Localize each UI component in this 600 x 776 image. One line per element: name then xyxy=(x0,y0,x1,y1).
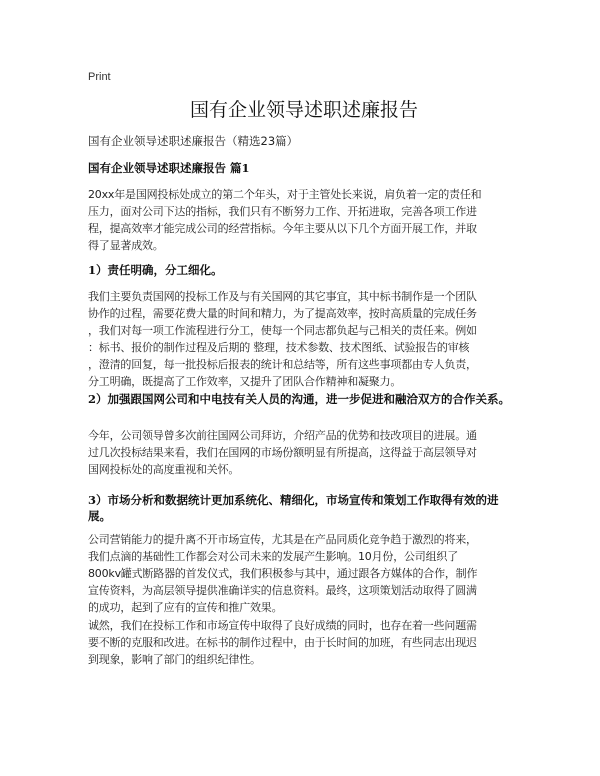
paragraph-line: 要不断的克服和改进。在标书的制作过程中，由于长时间的加班，有些同志出现迟 xyxy=(88,636,477,649)
paragraph-line: 分工明确，既提高了工作效率，又提升了团队合作精神和凝聚力。 xyxy=(88,375,402,388)
paragraph-line: 协作的过程，需要花费大量的时间和精力，为了提高效率，按时高质量的完成任务 xyxy=(88,307,477,320)
paragraph-line: 宣传资料，为高层领导提供准确详实的信息资料。最终，这项策划活动取得了圆满 xyxy=(88,584,477,597)
paragraph-line: 的成功，起到了应有的宣传和推广效果。 xyxy=(88,601,283,614)
paragraph-line: 我们点滴的基础性工作都会对公司未来的发展产生影响。10月份，公司组织了 xyxy=(88,550,458,563)
paragraph-line: 诚然，我们在投标工作和市场宣传中取得了良好成绩的同时，也存在着一些问题需 xyxy=(88,619,477,632)
paragraph-line: 到现象，影响了部门的组织纪律性。 xyxy=(88,653,261,666)
paragraph-line: 压力，面对公司下达的指标，我们只有不断努力工作、开拓进取，完善各项工作进 xyxy=(88,205,477,218)
document-subtitle: 国有企业领导述职述廉报告（精选23篇） xyxy=(88,134,299,148)
paragraph-line: ，我们对每一项工作流程进行分工，使每一个同志都负起与己相关的责任来。例如 xyxy=(88,324,477,337)
document-title: 国有企业领导述职述廉报告 xyxy=(189,99,418,121)
heading-line: 3）市场分析和数据统计更加系统化、精细化，市场宣传和策划工作取得有效的进 xyxy=(88,493,499,507)
paragraph-line: 得了显著成效。 xyxy=(88,239,164,252)
part-heading: 国有企业领导述职述廉报告 篇1 xyxy=(88,161,250,175)
print-link[interactable]: Print xyxy=(88,71,111,83)
paragraph-line: 20xx年是国网投标处成立的第二个年头，对于主管处长来说，肩负着一定的责任和 xyxy=(88,188,482,201)
paragraph-line: ，澄清的回复，每一批投标后报表的统计和总结等，所有这些事项都由专人负责， xyxy=(88,358,477,371)
heading-line: 展。 xyxy=(88,509,111,523)
paragraph-line: ：标书、报价的制作过程及后期的 整理，技术参数、技术图纸、试验报告的审核 xyxy=(88,341,470,354)
section-heading-1: 1）责任明确，分工细化。 xyxy=(88,263,223,277)
paragraph-line: 公司营销能力的提升离不开市场宣传，尤其是在产品同质化竞争趋于激烈的将来， xyxy=(88,533,477,546)
section-heading-2: 2）加强跟国网公司和中电技有关人员的沟通，进一步促进和融洽双方的合作关系。 xyxy=(88,392,510,406)
paragraph-line: 过几次投标结果来看，我们在国网的市场份额明显有所提高，这得益于高层领导对 xyxy=(88,446,477,459)
paragraph-line: 国网投标处的高度重视和关怀。 xyxy=(88,463,240,476)
paragraph-line: 我们主要负责国网的投标工作及与有关国网的其它事宜，其中标书制作是一个团队 xyxy=(88,290,477,303)
paragraph-line: 程，提高效率才能完成公司的经营指标。今年主要从以下几个方面开展工作，并取 xyxy=(88,222,477,235)
section-paragraph-3 xyxy=(88,531,520,616)
section-paragraph-1 xyxy=(88,288,520,390)
paragraph-line: 800kv罐式断路器的首发仪式，我们积极参与其中，通过跟各方媒体的合作，制作 xyxy=(88,567,478,580)
paragraph-line: 今年，公司领导曾多次前往国网公司拜访，介绍产品的优势和技改项目的进展。通 xyxy=(88,429,477,442)
closing-paragraph xyxy=(88,617,520,668)
section-paragraph-2 xyxy=(88,427,520,478)
section-heading-3 xyxy=(88,492,520,524)
intro-paragraph xyxy=(88,186,520,254)
